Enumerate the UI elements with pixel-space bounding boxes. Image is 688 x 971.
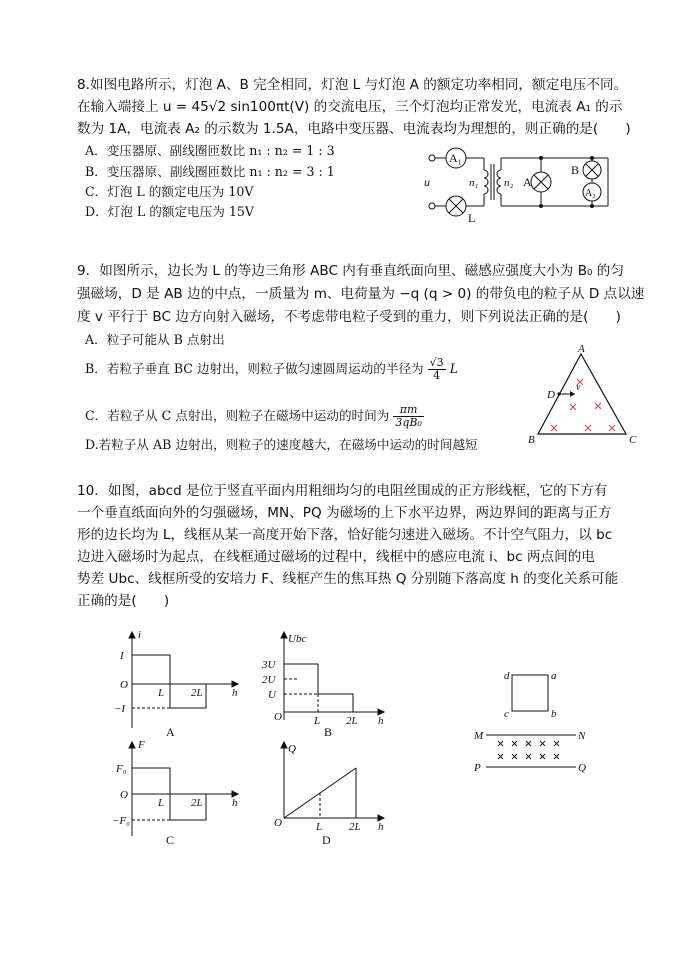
gd-x2: 2L bbox=[349, 821, 361, 833]
q9-c-numerator: πm bbox=[393, 404, 424, 417]
q8-line-3: 数为 1A，电流表 A₂ 的示数为 1.5A，电路中变压器、电流表均为理想的，则正确的是( ) bbox=[77, 121, 631, 137]
q9-option-c bbox=[85, 404, 424, 429]
tri-label-b: B bbox=[528, 434, 535, 446]
q9-option-b-fraction bbox=[428, 357, 446, 382]
gc-origin: O bbox=[120, 789, 128, 801]
q10-line-4: 边进入磁场时为起点，在线框通过磁场的过程中，线框中的感应电流 i、bc 两点间的电 bbox=[77, 549, 595, 565]
field-label-q: Q bbox=[578, 762, 586, 774]
ga-t2: 2L bbox=[191, 687, 203, 699]
q8-option-d: D．灯泡 L 的额定电压为 15V bbox=[85, 204, 254, 219]
frame-label-c: c bbox=[504, 708, 509, 720]
q8-option-b: B．变压器原、副线圈匝数比 n₁ : n₂ = 3 : 1 bbox=[85, 164, 335, 179]
gc-y-label: F bbox=[138, 739, 145, 751]
gb-x2: 2L bbox=[346, 715, 358, 727]
label-lamp-b: B bbox=[571, 163, 580, 177]
frame-label-b: b bbox=[551, 708, 557, 720]
gc-bot: −F₀ bbox=[112, 815, 130, 827]
gd-caption: D bbox=[322, 833, 331, 847]
gd-origin: O bbox=[274, 817, 282, 829]
label-u: u bbox=[424, 175, 430, 189]
tri-label-a: A bbox=[578, 343, 585, 355]
tri-label-c: C bbox=[629, 434, 637, 446]
gc-t2: 2L bbox=[191, 797, 203, 809]
q10-line-1: 10．如图，abcd 是位于竖直平面内用粗细均匀的电阻丝围成的正方形线框，它的下方有 bbox=[77, 483, 608, 499]
gb-t1: U bbox=[268, 689, 276, 701]
q9-triangle-figure bbox=[525, 342, 650, 448]
gc-caption: C bbox=[166, 833, 175, 847]
gb-caption: B bbox=[324, 725, 333, 739]
q9-line-1: 9．如图所示，边长为 L 的等边三角形 ABC 内有垂直纸面向里、磁感应强度大小为 B₀ 的匀 bbox=[77, 263, 624, 279]
gc-top: F₀ bbox=[116, 763, 127, 775]
q9-option-c-text: C．若粒子从 C 点射出，则粒子在磁场中运动的时间为 bbox=[85, 408, 390, 423]
ga-t1: L bbox=[158, 687, 165, 699]
gb-t2: 2U bbox=[262, 674, 276, 686]
q10-line-6: 正确的是( ) bbox=[77, 593, 170, 609]
ga-origin: O bbox=[120, 679, 128, 691]
q10-line-2: 一个垂直纸面向外的匀强磁场，MN、PQ 为磁场的上下水平边界，两边界间的距离与正方 bbox=[77, 505, 612, 521]
label-a2: A₂ bbox=[585, 188, 596, 199]
gb-x-label: h bbox=[378, 715, 384, 727]
q9-option-d: D.若粒子从 AB 边射出，则粒子的速度越大，在磁场中运动的时间越短 bbox=[85, 437, 478, 452]
q8-line-2: 在输入端接上 u = 45√2 sin100πt(V) 的交流电压，三个灯泡均正常发光，电流表 A₁ 的示 bbox=[77, 99, 623, 115]
frame-label-d: d bbox=[504, 670, 510, 682]
q9-b-numerator: √3 bbox=[429, 356, 444, 369]
q10-graph-a bbox=[112, 628, 247, 740]
q9-option-c-fraction bbox=[393, 404, 424, 429]
q10-frame-figure bbox=[470, 665, 590, 777]
square-frame bbox=[512, 675, 548, 711]
tri-label-v: v bbox=[576, 382, 581, 393]
q9-option-b bbox=[85, 357, 458, 382]
gd-x-label: h bbox=[378, 821, 384, 833]
q10-line-5: 势差 Ubc、线框所受的安培力 F、线框产生的焦耳热 Q 分别随下落高度 h 的变化关系可能 bbox=[77, 571, 619, 587]
q8-option-a: A．变压器原、副线圈匝数比 n₁ : n₂ = 1 : 3 bbox=[85, 143, 335, 158]
q8-option-c: C．灯泡 L 的额定电压为 10V bbox=[85, 184, 254, 199]
q9-option-b-unit: L bbox=[449, 361, 459, 376]
q9-line-2: 强磁场，D 是 AB 边的中点，一质量为 m、电荷量为 −q (q > 0) 的带负电的粒子从 D 点以速 bbox=[77, 286, 645, 302]
q10-graph-d bbox=[258, 738, 393, 850]
gd-y-label: Q bbox=[288, 743, 296, 755]
q10-line-3: 形的边长均为 L，线框从某一高度开始下落，恰好能匀速进入磁场。不计空气阻力，以 bc bbox=[77, 527, 613, 543]
q9-line-3: 度 v 平行于 BC 边方向射入磁场，不考虑带电粒子受到的重力，则下列说法正确的是( ) bbox=[77, 309, 621, 325]
gb-y-label: Ubc bbox=[288, 633, 307, 645]
q10-graph-b bbox=[258, 628, 393, 740]
field-label-p: P bbox=[474, 762, 481, 774]
gc-x-label: h bbox=[232, 797, 238, 809]
label-n2: n₂ bbox=[504, 177, 514, 189]
label-lamp-a: A bbox=[523, 175, 532, 189]
label-lamp-l: L bbox=[468, 211, 476, 225]
gb-x1: L bbox=[314, 715, 321, 727]
frame-label-a: a bbox=[551, 670, 557, 682]
ga-y-label: i bbox=[138, 629, 142, 641]
field-label-n: N bbox=[578, 730, 586, 742]
q8-circuit-figure bbox=[418, 140, 618, 226]
label-a1: A₁ bbox=[449, 151, 462, 165]
label-n1: n₁ bbox=[469, 177, 479, 189]
gc-t1: L bbox=[158, 797, 165, 809]
q9-option-b-text: B．若粒子垂直 BC 边射出，则粒子做匀速圆周运动的半径为 bbox=[85, 361, 424, 376]
ga-caption: A bbox=[166, 725, 175, 739]
gb-t3: 3U bbox=[262, 659, 276, 671]
field-label-m: M bbox=[474, 730, 484, 742]
ga-top: I bbox=[120, 650, 124, 662]
q9-option-a: A．粒子可能从 B 点射出 bbox=[85, 332, 225, 347]
q9-c-denominator: 3qB₀ bbox=[395, 416, 422, 429]
ga-x-label: h bbox=[232, 687, 238, 699]
q9-b-denominator: 4 bbox=[433, 369, 441, 382]
q10-graph-c bbox=[112, 738, 247, 850]
ga-bot: −I bbox=[114, 703, 126, 715]
gd-x1: L bbox=[316, 821, 323, 833]
gb-origin: O bbox=[274, 711, 282, 723]
q8-line-1: 8.如图电路所示，灯泡 A、B 完全相同，灯泡 L 与灯泡 A 的额定功率相同，额定电压不同。 bbox=[77, 77, 628, 93]
tri-label-d: D bbox=[547, 389, 555, 401]
